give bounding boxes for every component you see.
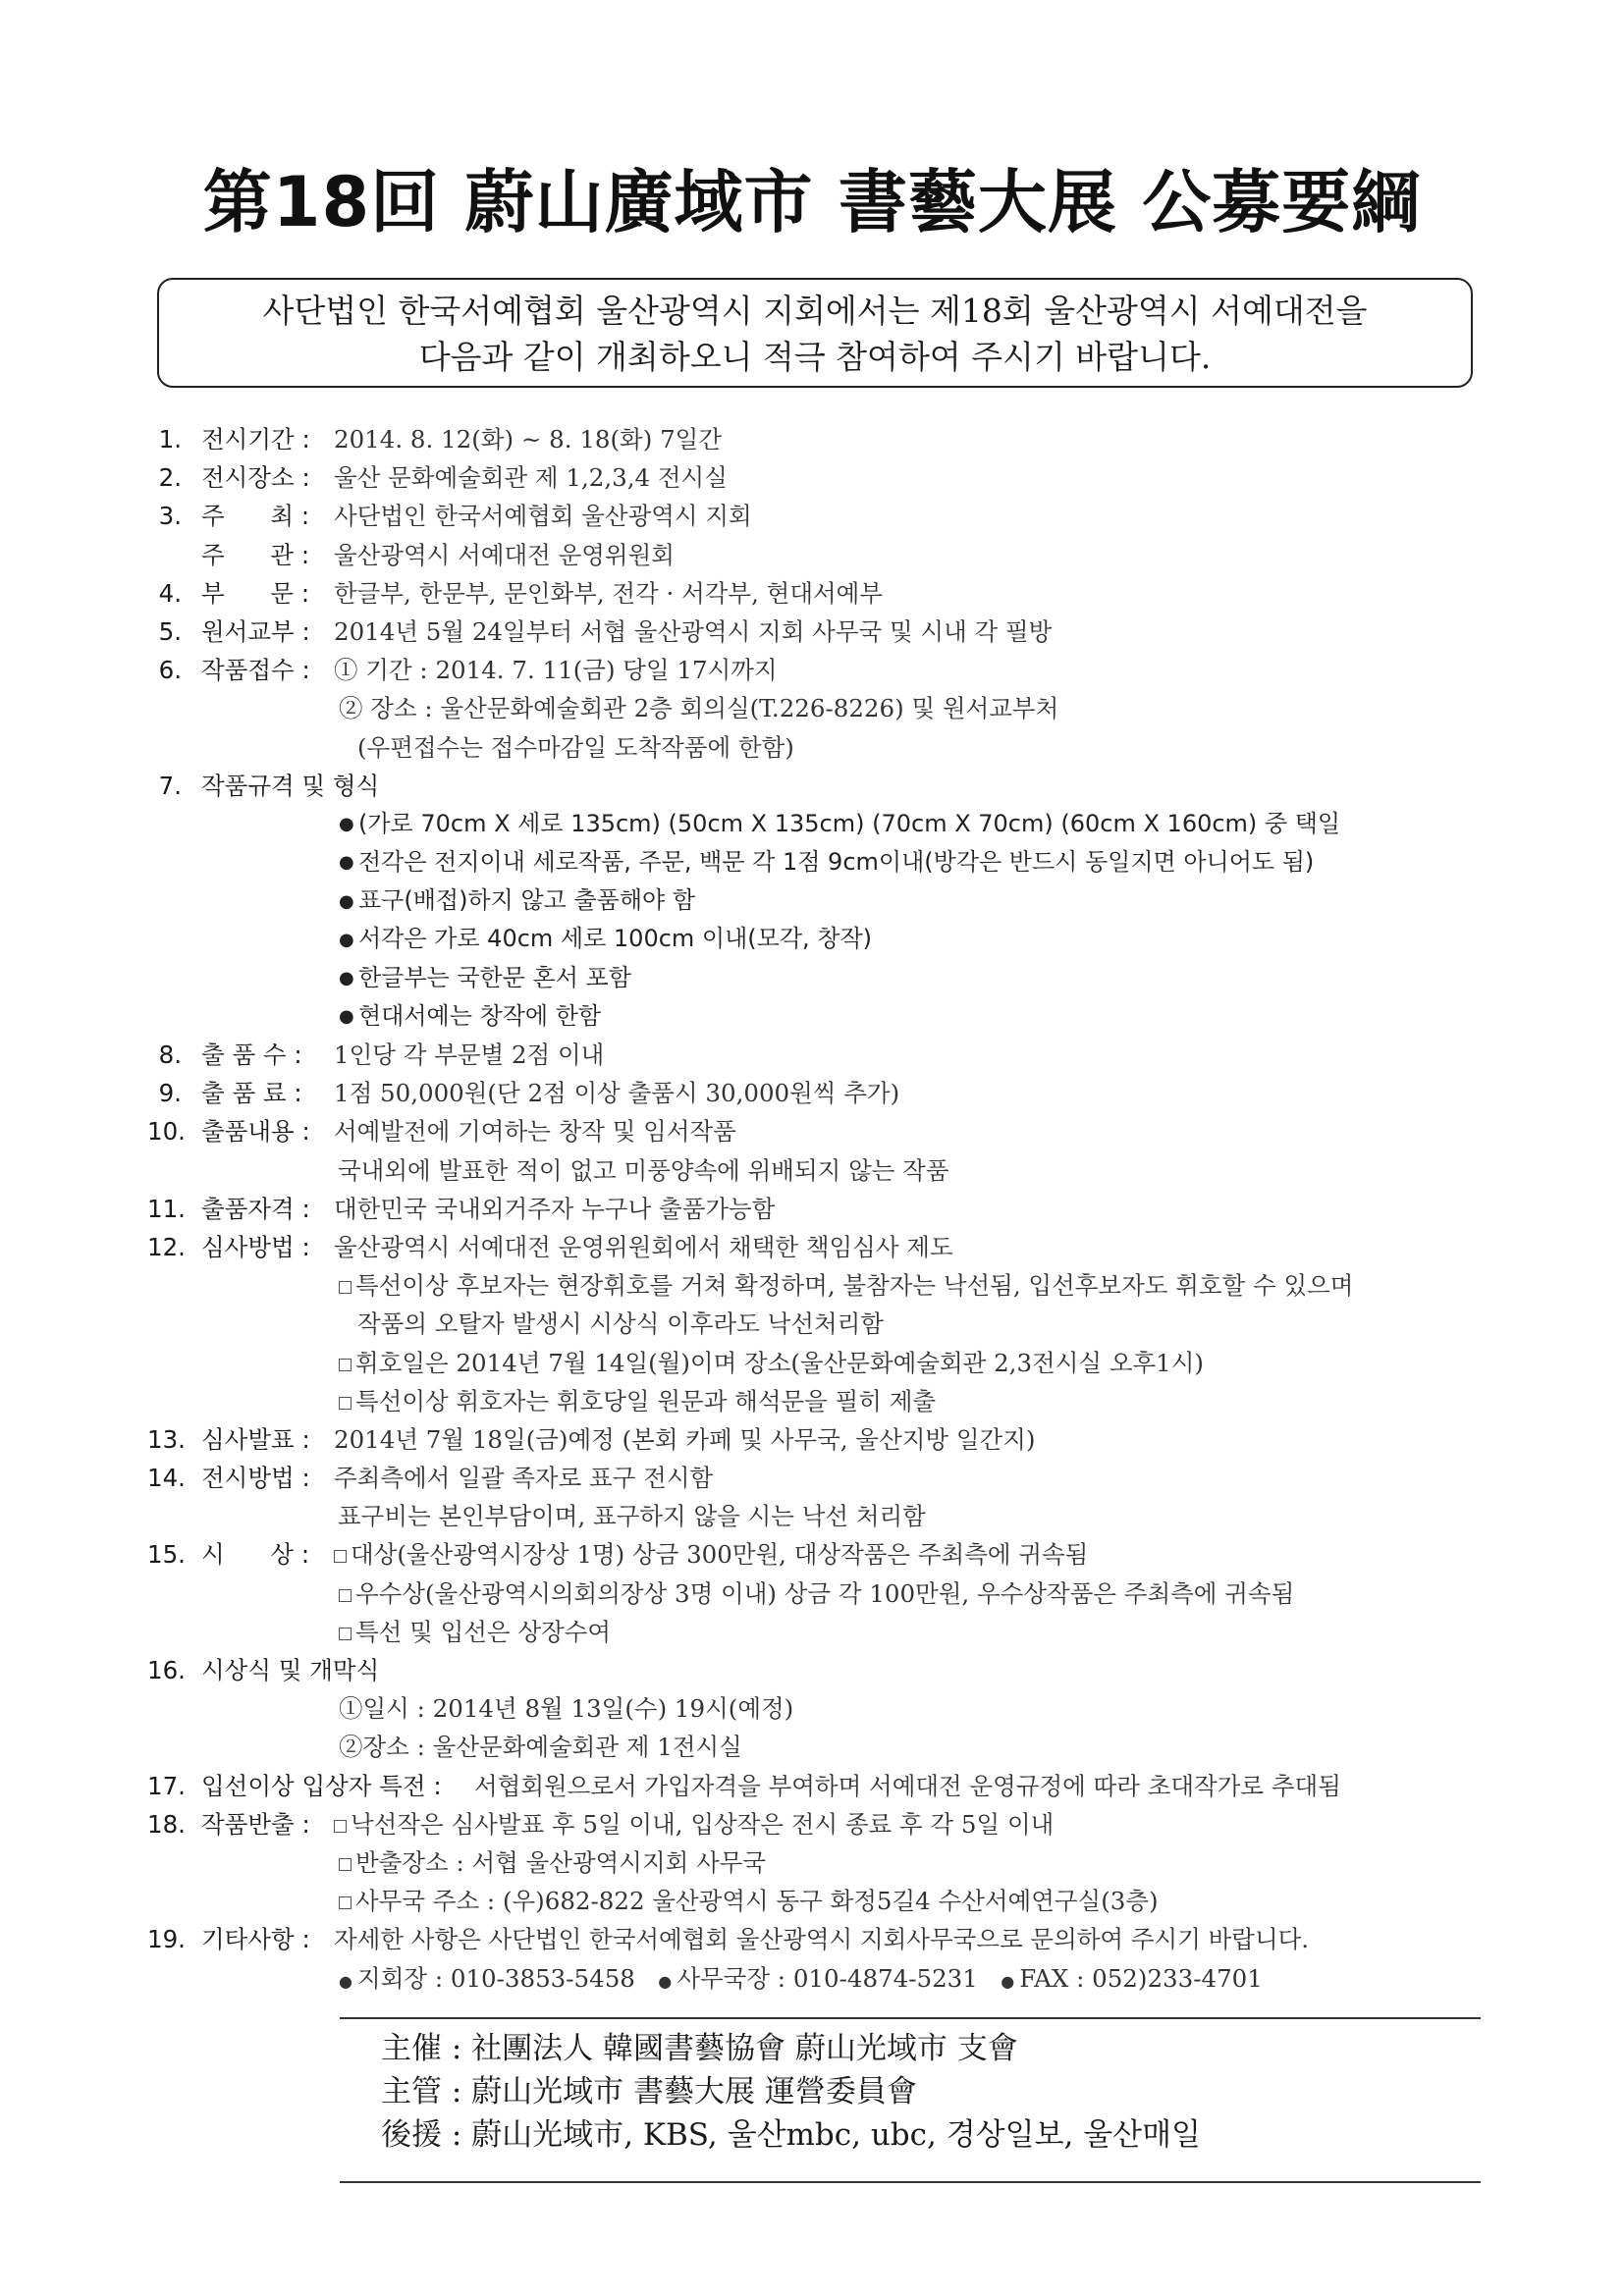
item-awards bbox=[147, 1535, 1502, 1574]
bullet-icon: ● bbox=[339, 814, 354, 835]
item-label: 부 문 : bbox=[201, 578, 310, 608]
bullet-item bbox=[147, 805, 1502, 843]
bullet-icon: ● bbox=[658, 1971, 677, 1991]
item-number: 17. bbox=[147, 1771, 186, 1800]
item-subline: 휘호일은 2014년 7월 14일(월)이며 장소(울산문화예술회관 2,3전시실 오후1시) bbox=[355, 1348, 1204, 1377]
item-entry-content-2 bbox=[147, 1151, 1502, 1190]
item-subline: 국내외에 발표한 적이 없고 미풍양속에 위배되지 않는 작품 bbox=[338, 1155, 949, 1185]
item-number: 12. bbox=[147, 1232, 186, 1261]
item-label: 심사방법 : bbox=[201, 1232, 310, 1261]
item-value: 울산 문화예술회관 제 1,2,3,4 전시실 bbox=[334, 463, 728, 493]
item-entry-count bbox=[147, 1036, 1502, 1074]
item-label: 출품자격 : bbox=[201, 1194, 310, 1223]
item-contacts bbox=[147, 1959, 1502, 1998]
item-label: 시상식 및 개막식 bbox=[201, 1656, 380, 1684]
item-number: 4. bbox=[158, 578, 182, 608]
square-bullet-icon bbox=[339, 1896, 352, 1909]
item-exhibition-venue bbox=[147, 458, 1502, 497]
item-subline: ② 장소 : 울산문화예술회관 2층 회의실(T.226-8226) 및 원서교부처 bbox=[339, 694, 1059, 723]
item-judging-sub bbox=[147, 1305, 1502, 1343]
item-subline: 우수상(울산광역시의회의장상 3명 이내) 상금 각 100만원, 우수상작품은 주최측에 귀속됨 bbox=[355, 1578, 1295, 1608]
bullet-text: 전각은 전지이내 세로작품, 주문, 백문 각 1점 9cm이내(방각은 반드시 동일지면 아니어도 됨) bbox=[358, 848, 1315, 877]
item-announcement bbox=[147, 1420, 1502, 1459]
item-label: 출품내용 : bbox=[201, 1117, 310, 1147]
item-subline: 특선 및 입선은 상장수여 bbox=[355, 1617, 612, 1646]
item-work-spec bbox=[147, 767, 1502, 805]
item-value: 1인당 각 부문별 2점 이내 bbox=[334, 1041, 605, 1069]
item-awards-sub bbox=[147, 1575, 1502, 1613]
item-entry-content bbox=[147, 1112, 1502, 1150]
contact-branch-head: 지회장 : 010-3853-5458 bbox=[357, 1963, 635, 1993]
guideline-list bbox=[147, 420, 1502, 1998]
item-value: 주최측에서 일괄 족자로 표구 전시함 bbox=[334, 1464, 714, 1493]
item-eligibility bbox=[147, 1190, 1502, 1228]
item-number: 1. bbox=[158, 425, 182, 454]
item-subline: ①일시 : 2014년 8월 13일(수) 19시(예정) bbox=[339, 1694, 794, 1724]
bullet-item bbox=[147, 997, 1502, 1036]
square-bullet-icon bbox=[339, 1589, 352, 1602]
square-bullet-icon bbox=[339, 1281, 352, 1294]
item-ceremony bbox=[147, 1651, 1502, 1689]
item-number: 3. bbox=[158, 502, 182, 531]
bullet-item bbox=[147, 959, 1502, 997]
item-ceremony-date bbox=[147, 1689, 1502, 1728]
item-number: 6. bbox=[158, 656, 182, 685]
item-judging-sub bbox=[147, 1344, 1502, 1382]
item-judging-sub bbox=[147, 1266, 1502, 1305]
item-label: 출 품 수 : bbox=[201, 1041, 302, 1069]
item-value: 2014년 5월 24일부터 서협 울산광역시 지회 사무국 및 시내 각 필방 bbox=[334, 616, 1053, 646]
item-exhibition-period bbox=[147, 420, 1502, 458]
item-return-sub bbox=[147, 1843, 1502, 1882]
item-subline: 사무국 주소 : (우)682-822 울산광역시 동구 화정5길4 수산서예연구실(3층) bbox=[355, 1887, 1159, 1916]
item-subline: 표구비는 본인부담이며, 표구하지 않을 시는 낙선 처리함 bbox=[338, 1502, 926, 1531]
item-value: 서협회원으로서 가입자격을 부여하며 서예대전 운영규정에 따라 초대작가로 추대됨 bbox=[474, 1771, 1341, 1800]
footer-credits bbox=[381, 2027, 1201, 2157]
item-entry-fee bbox=[147, 1074, 1502, 1112]
item-submission-note bbox=[147, 728, 1502, 767]
item-value: 2014. 8. 12(화) ~ 8. 18(화) 7일간 bbox=[334, 425, 722, 454]
item-subline: 특선이상 휘호자는 휘호당일 원문과 해석문을 필히 제출 bbox=[355, 1386, 937, 1415]
item-value: 1점 50,000원(단 2점 이상 출품시 30,000원씩 추가) bbox=[334, 1079, 900, 1108]
item-number: 7. bbox=[158, 771, 182, 800]
item-display-method-2 bbox=[147, 1497, 1502, 1535]
bullet-item bbox=[147, 920, 1502, 958]
item-label: 전시방법 : bbox=[201, 1464, 310, 1493]
item-awards-sub bbox=[147, 1613, 1502, 1651]
page-title: 第18回 蔚山廣域市 書藝大展 公募要綱 bbox=[202, 162, 1422, 242]
bullet-text: 한글부는 국한문 혼서 포함 bbox=[358, 963, 631, 991]
contact-secretary: 사무국장 : 010-4874-5231 bbox=[677, 1963, 978, 1993]
item-value: 한글부, 한문부, 문인화부, 전각 · 서각부, 현대서예부 bbox=[334, 578, 884, 608]
item-number: 9. bbox=[158, 1079, 182, 1108]
item-categories bbox=[147, 574, 1502, 613]
footer-host: 主催 : 社團法人 韓國書藝協會 蔚山光域市 支會 bbox=[381, 2031, 1018, 2066]
item-return-sub bbox=[147, 1882, 1502, 1920]
item-label: 주 최 : bbox=[201, 502, 310, 531]
bullet-item bbox=[147, 843, 1502, 881]
square-bullet-icon bbox=[334, 1820, 347, 1833]
item-subline: ②장소 : 울산문화예술회관 제 1전시실 bbox=[339, 1733, 742, 1762]
item-number: 19. bbox=[147, 1925, 186, 1954]
bullet-icon: ● bbox=[339, 890, 354, 912]
item-label: 기타사항 : bbox=[201, 1925, 310, 1954]
bullet-icon: ● bbox=[339, 852, 354, 874]
item-label: 심사발표 : bbox=[201, 1424, 310, 1454]
intro-box bbox=[157, 278, 1473, 388]
item-judging-sub bbox=[147, 1382, 1502, 1420]
footer-organizer: 主管 : 蔚山光域市 書藝大展 運營委員會 bbox=[381, 2074, 917, 2109]
square-bullet-icon bbox=[339, 1359, 352, 1371]
item-label: 전시장소 : bbox=[201, 463, 310, 493]
bullet-text: (가로 70cm X 세로 135cm) (50cm X 135cm) (70cm X 70cm) (60cm X 160cm) 중 택일 bbox=[358, 809, 1341, 837]
item-value: ① 기간 : 2014. 7. 11(금) 당일 17시까지 bbox=[334, 656, 778, 685]
bullet-icon: ● bbox=[339, 1971, 358, 1991]
item-number: 18. bbox=[147, 1809, 186, 1839]
item-subline: 작품의 오탈자 발생시 시상식 이후라도 낙선처리함 bbox=[357, 1309, 884, 1339]
item-value: 서예발전에 기여하는 창작 및 임서작품 bbox=[334, 1117, 736, 1147]
item-value: 대한민국 국내외거주자 누구나 출품가능함 bbox=[334, 1194, 776, 1223]
item-value: 사단법인 한국서예협회 울산광역시 지회 bbox=[334, 502, 752, 531]
item-display-method bbox=[147, 1459, 1502, 1497]
bullet-text: 서각은 가로 40cm 세로 100cm 이내(모각, 창작) bbox=[358, 925, 873, 953]
item-number: 8. bbox=[158, 1041, 182, 1069]
item-number: 16. bbox=[147, 1656, 186, 1684]
item-judging bbox=[147, 1228, 1502, 1266]
item-value: 2014년 7월 18일(금)예정 (본회 카페 및 사무국, 울산지방 일간지) bbox=[334, 1424, 1036, 1454]
item-value: 대상(울산광역시장상 1명) 상금 300만원, 대상작품은 주최측에 귀속됨 bbox=[351, 1540, 1089, 1570]
item-label: 원서교부 : bbox=[201, 616, 310, 646]
square-bullet-icon bbox=[339, 1858, 352, 1871]
bullet-text: 현대서예는 창작에 한함 bbox=[358, 1001, 602, 1030]
bullet-item bbox=[147, 881, 1502, 920]
item-subline: (우편접수는 접수마감일 도착작품에 한함) bbox=[357, 732, 794, 762]
item-number: 14. bbox=[147, 1464, 186, 1493]
item-label: 시 상 : bbox=[201, 1540, 310, 1570]
bullet-icon: ● bbox=[339, 968, 354, 989]
item-organizer bbox=[147, 536, 1502, 574]
item-host bbox=[147, 497, 1502, 535]
item-other bbox=[147, 1920, 1502, 1958]
item-value: 울산광역시 서예대전 운영위원회에서 채택한 책임심사 제도 bbox=[334, 1232, 953, 1261]
intro-line-2: 다음과 같이 개최하오니 적극 참여하여 주시기 바랍니다. bbox=[418, 338, 1212, 376]
item-privileges bbox=[147, 1767, 1502, 1805]
intro-line-1: 사단법인 한국서예협회 울산광역시 지회에서는 제18회 울산광역시 서예대전을 bbox=[262, 292, 1368, 330]
divider-bottom bbox=[340, 2181, 1481, 2183]
item-subline: 특선이상 후보자는 현장휘호를 거쳐 확정하며, 불참자는 낙선됨, 입선후보자도 휘호할 수 있으며 bbox=[355, 1271, 1354, 1301]
footer-sponsor: 後援 : 蔚山光域市, KBS, 울산mbc, ubc, 경상일보, 울산매일 bbox=[381, 2117, 1201, 2153]
item-label: 작품규격 및 형식 bbox=[201, 771, 380, 800]
item-value: 자세한 사항은 사단법인 한국서예협회 울산광역시 지회사무국으로 문의하여 주시기 바랍니다. bbox=[334, 1925, 1310, 1954]
item-number: 10. bbox=[147, 1117, 186, 1147]
contact-fax: FAX : 052)233-4701 bbox=[1019, 1963, 1263, 1993]
item-submission-place bbox=[147, 689, 1502, 727]
item-return bbox=[147, 1805, 1502, 1843]
bullet-icon: ● bbox=[339, 1006, 354, 1028]
item-label: 입선이상 입상자 특전 : bbox=[201, 1771, 442, 1800]
item-number: 5. bbox=[158, 616, 182, 646]
item-value: 낙선작은 심사발표 후 5일 이내, 입상작은 전시 종료 후 각 5일 이내 bbox=[351, 1809, 1055, 1839]
item-label: 주 관 : bbox=[201, 540, 310, 569]
item-number: 2. bbox=[158, 463, 182, 493]
item-label: 전시기간 : bbox=[201, 425, 310, 454]
item-number: 15. bbox=[147, 1540, 186, 1570]
item-ceremony-place bbox=[147, 1728, 1502, 1766]
item-submission bbox=[147, 651, 1502, 689]
item-label: 작품접수 : bbox=[201, 656, 310, 685]
item-label: 출 품 료 : bbox=[201, 1079, 302, 1108]
item-number: 13. bbox=[147, 1424, 186, 1454]
divider-top bbox=[340, 2017, 1481, 2019]
item-label: 작품반출 : bbox=[201, 1809, 310, 1839]
bullet-text: 표구(배접)하지 않고 출품해야 함 bbox=[358, 886, 696, 915]
square-bullet-icon bbox=[339, 1628, 352, 1640]
square-bullet-icon bbox=[334, 1550, 347, 1563]
item-number: 11. bbox=[147, 1194, 186, 1223]
square-bullet-icon bbox=[339, 1397, 352, 1410]
bullet-icon: ● bbox=[1001, 1971, 1020, 1991]
item-subline: 반출장소 : 서협 울산광역시지회 사무국 bbox=[355, 1847, 767, 1877]
item-application-forms bbox=[147, 613, 1502, 651]
bullet-icon: ● bbox=[339, 929, 354, 950]
item-value: 울산광역시 서예대전 운영위원회 bbox=[334, 540, 675, 569]
